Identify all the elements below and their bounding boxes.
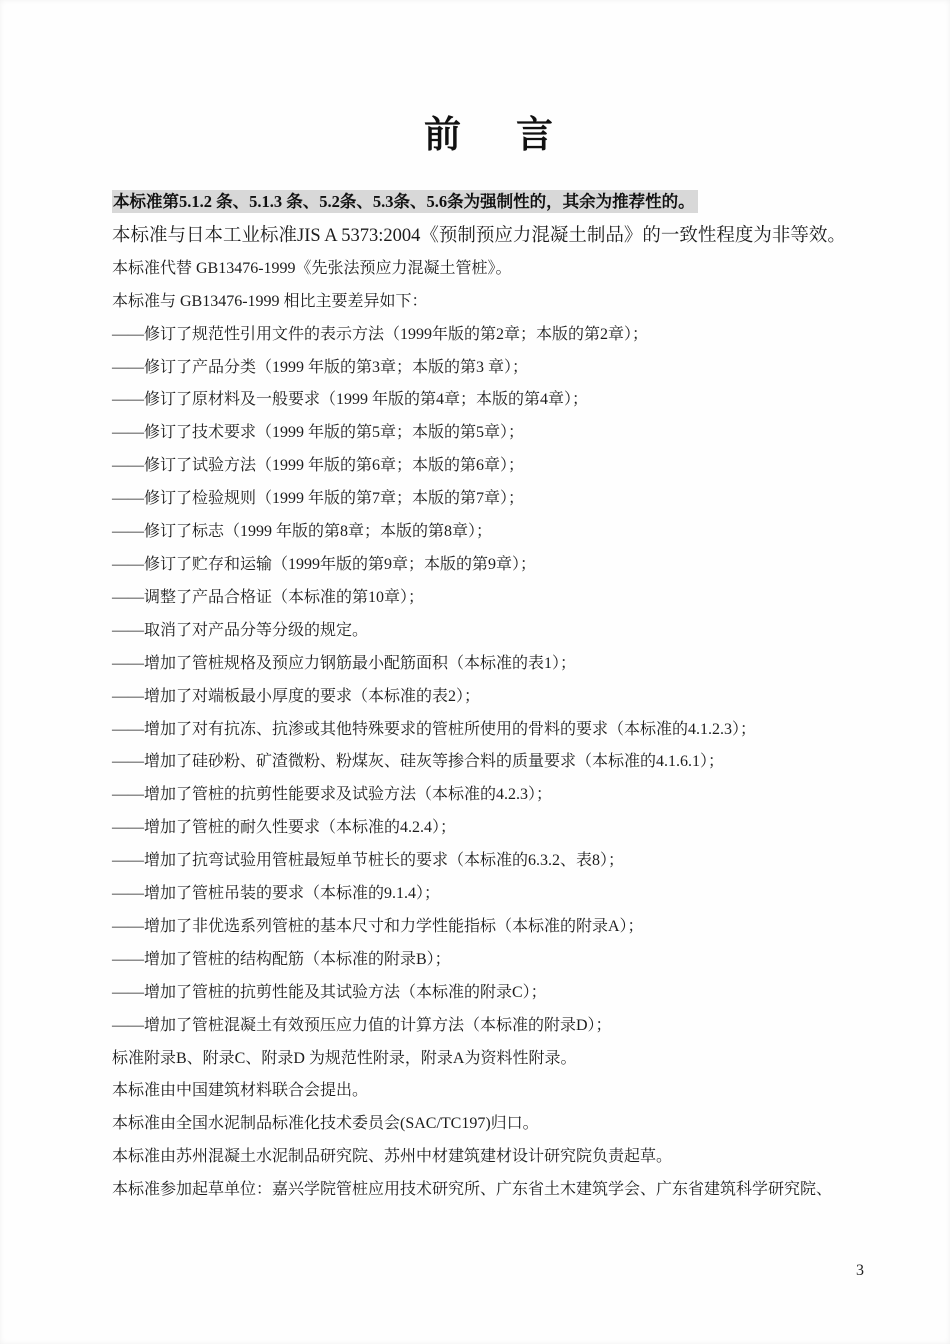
paragraph-line: ——修订了标志（1999 年版的第8章；本版的第8章）； xyxy=(112,523,493,541)
paragraph-line: 本标准代替 GB13476-1999《先张法预应力混凝土管桩》。 xyxy=(112,259,512,277)
page-title: 前 言 xyxy=(424,115,562,156)
paragraph-line xyxy=(112,186,902,220)
paragraph-line: 本标准与日本工业标准JIS A 5373:2004《预制预应力混凝土制品》的一致性程度为非等效。 xyxy=(112,225,846,246)
highlighted-mandatory-clause-text: 本标准第5.1.2 条、5.1.3 条、5.2条、5.3条、5.6条为强制性的，其余为推荐性的。 xyxy=(112,190,698,213)
paragraph-line: ——修订了技术要求（1999 年版的第5章；本版的第5章）； xyxy=(112,424,525,442)
paragraph-line: ——增加了硅砂粉、矿渣微粉、粉煤灰、硅灰等掺合料的质量要求（本标准的4.1.6.1）； xyxy=(112,753,725,771)
paragraph-line: ——增加了管桩的结构配筋（本标准的附录B）； xyxy=(112,950,451,968)
paragraph-line: 本标准参加起草单位：嘉兴学院管桩应用技术研究所、广东省土木建筑学会、广东省建筑科学研究院、 xyxy=(112,1181,833,1199)
paragraph-line: 标准附录B、附录C、附录D 为规范性附录，附录A为资料性附录。 xyxy=(112,1049,577,1067)
paragraph-line: ——修订了规范性引用文件的表示方法（1999年版的第2章；本版的第2章）； xyxy=(112,325,649,343)
document-body xyxy=(112,186,902,1207)
paragraph-line: ——取消了对产品分等分级的规定。 xyxy=(112,621,369,639)
paragraph-line: 本标准与 GB13476-1999 相比主要差异如下： xyxy=(112,292,428,310)
paragraph-line: ——增加了对有抗冻、抗渗或其他特殊要求的管桩所使用的骨料的要求（本标准的4.1.2.3）； xyxy=(112,720,757,738)
paragraph-line: ——增加了管桩的抗剪性能要求及试验方法（本标准的4.2.3）； xyxy=(112,786,553,804)
paragraph-line: ——修订了原材料及一般要求（1999 年版的第4章；本版的第4章）； xyxy=(112,391,589,409)
paragraph-line: 本标准由苏州混凝土水泥制品研究院、苏州中材建筑建材设计研究院负责起草。 xyxy=(112,1148,673,1166)
paragraph-line: ——增加了对端板最小厚度的要求（本标准的表2）； xyxy=(112,687,481,705)
paragraph-line: ——修订了检验规则（1999 年版的第7章；本版的第7章）； xyxy=(112,490,525,508)
page-number: 3 xyxy=(856,1262,864,1279)
paragraph-line: ——调整了产品合格证（本标准的第10章）； xyxy=(112,588,425,606)
paragraph-line: ——增加了管桩吊装的要求（本标准的9.1.4）； xyxy=(112,885,441,903)
paragraph-line: 本标准由全国水泥制品标准化技术委员会(SAC/TC197)归口。 xyxy=(112,1115,539,1133)
paragraph-line: ——增加了非优选系列管桩的基本尺寸和力学性能指标（本标准的附录A）； xyxy=(112,917,644,935)
paragraph-line: ——增加了管桩的抗剪性能及其试验方法（本标准的附录C）； xyxy=(112,983,547,1001)
paragraph-line: ——修订了贮存和运输（1999年版的第9章；本版的第9章）； xyxy=(112,555,537,573)
paragraph-line: ——修订了试验方法（1999 年版的第6章；本版的第6章）； xyxy=(112,457,525,475)
paragraph-line: ——增加了抗弯试验用管桩最短单节桩长的要求（本标准的6.3.2、表8）； xyxy=(112,852,625,870)
paragraph-line: ——修订了产品分类（1999 年版的第3章；本版的第3 章）； xyxy=(112,358,529,376)
paragraph-line: ——增加了管桩的耐久性要求（本标准的4.2.4）； xyxy=(112,819,457,837)
paragraph-line: 本标准由中国建筑材料联合会提出。 xyxy=(112,1082,369,1100)
paragraph-line: ——增加了管桩混凝土有效预压应力值的计算方法（本标准的附录D）； xyxy=(112,1016,612,1034)
paragraph-line: ——增加了管桩规格及预应力钢筋最小配筋面积（本标准的表1）； xyxy=(112,654,577,672)
